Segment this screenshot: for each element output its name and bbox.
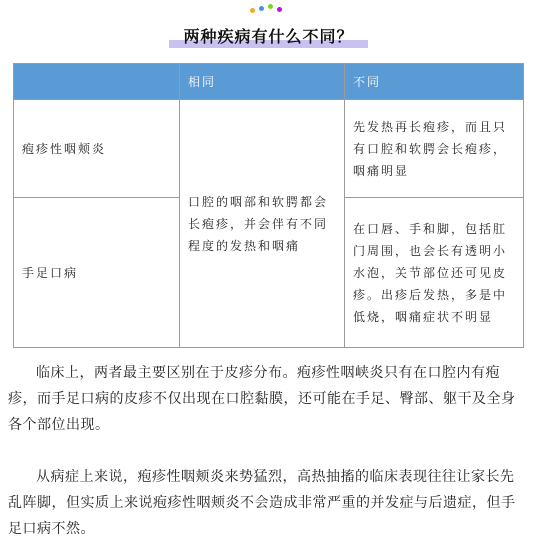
- page-title: [169, 24, 367, 50]
- disease-name-herpangina: 疱疹性咽颊炎: [14, 100, 180, 198]
- difference-hfmd: 在口唇、手和脚，包括肛门周围，也会长有透明小水泡，关节部位还可见皮疹。出疹后发热，多是中低烧，咽痛症状不明显: [345, 198, 524, 348]
- dot-blue: [259, 6, 264, 11]
- table-row: [14, 100, 524, 198]
- dot-orange: [250, 8, 255, 13]
- dot-green: [268, 4, 273, 9]
- comparison-table: [13, 63, 524, 348]
- common-symptoms: 口腔的咽部和软腭都会长疱疹，并会伴有不同程度的发热和咽痛: [180, 100, 345, 348]
- paragraph-2: 从病症上来说，疱疹性咽颊炎来势猛烈，高热抽搐的临床表现往往让家长先乱阵脚，但实质上来说疱疹性咽颊炎不会造成非常严重的并发症与后遗症，但手足口病不然。: [8, 469, 516, 537]
- title-text: 两种疾病有什么不同？: [183, 27, 354, 46]
- difference-herpangina: 先发热再长疱疹，而且只有口腔和软腭会长疱疹，咽痛明显: [345, 100, 524, 198]
- header-cell-same: 相同: [180, 64, 345, 100]
- paragraph-1: 临床上，两者最主要区别在于皮疹分布。疱疹性咽峡炎只有在口腔内有疱疹，而手足口病的皮疹不仅出现在口腔黏膜，还可能在手足、臀部、躯干及全身各个部位出现。: [8, 365, 516, 433]
- table-header-row: [14, 64, 524, 100]
- title-section: [0, 24, 537, 50]
- header-cell-blank: [14, 64, 180, 100]
- disease-name-hfmd: 手足口病: [14, 198, 180, 348]
- decorative-dots: [250, 4, 290, 16]
- dot-purple: [277, 7, 282, 12]
- header-cell-different: 不同: [345, 64, 524, 100]
